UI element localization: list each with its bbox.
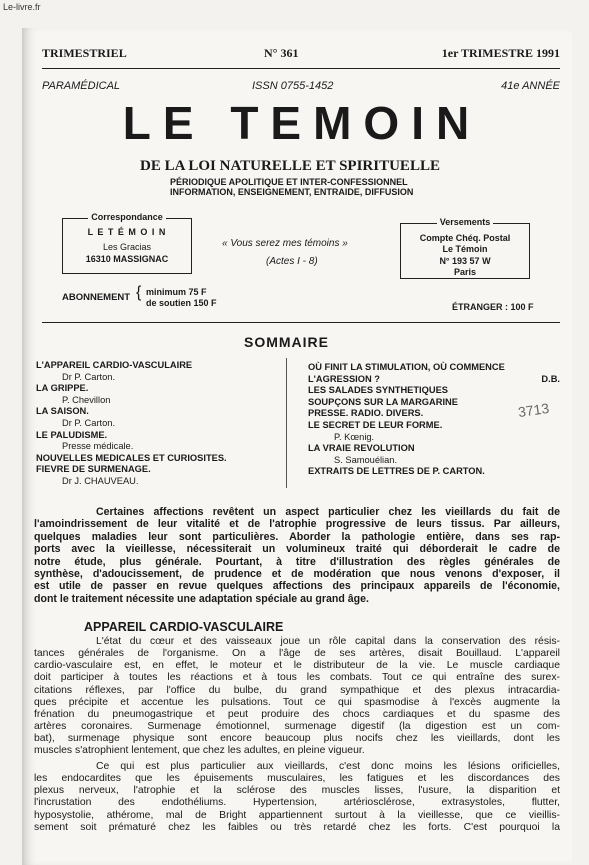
sommaire-entry xyxy=(308,420,560,432)
versements-line3: N° 193 57 W xyxy=(439,255,491,266)
quote-text: « Vous serez mes témoins » xyxy=(222,238,348,249)
entry-title: LE SECRET DE LEUR FORME. xyxy=(308,419,443,430)
correspondance-label: Correspondance xyxy=(88,212,166,222)
year: 41e ANNÉE xyxy=(501,80,560,92)
introduction-paragraph xyxy=(34,506,560,605)
sommaire-entry xyxy=(308,443,560,455)
masthead-subtitle-2: INFORMATION, ENSEIGNEMENT, ENTRAIDE, DIFFUSION xyxy=(170,187,414,197)
entry-title: LA SAISON. xyxy=(36,406,89,417)
sommaire-divider xyxy=(286,358,287,488)
entry-title: L'APPAREIL CARDIO-VASCULAIRE xyxy=(36,360,193,370)
entry-author: P. Chevillon xyxy=(62,394,111,405)
correspondance-line1: Les Gracias xyxy=(102,242,152,253)
text-line: tances générales de l'organisme. On a l'âge de ses artères, disait Bouillaud. L'appareil xyxy=(34,648,560,660)
text-line: l'amoindrissement de leur vitalité et de l'atrophie progressive de leurs tissus. Par ailleurs, xyxy=(34,518,560,531)
entry-author: Dr J. CHAUVEAU. xyxy=(62,475,139,486)
abonnement-brace: { xyxy=(136,284,142,301)
text-line: est utile de passer en revue quelques affections des principaux appareils de l'économie, xyxy=(34,580,560,593)
sommaire-left-column xyxy=(36,360,227,488)
text-line: frénation du pneumogastrique et peut produire des chocs cardiaques et du spasme des xyxy=(34,708,560,720)
text-line: ports avec la vieillesse, nécessiterait un volumineux traité qui déborderait le cadre de xyxy=(34,543,560,556)
correspondance-name: L E T É M O I N xyxy=(87,227,167,237)
text-line: notre étude, plus générale. Pourtant, à titre d'illustration des règles générales de xyxy=(34,555,560,568)
text-line: synthèse, d'adoucissement, de prudence et de modération que nous venons d'exposer, il xyxy=(34,568,560,581)
text-line: dont le traitement nécessite une adaptation spéciale au grand âge. xyxy=(34,592,369,605)
sommaire-entry xyxy=(308,385,560,397)
sommaire-rule xyxy=(42,322,560,323)
sommaire-entry xyxy=(36,372,227,384)
text-line: l'incrustation des endothéliums. Hypertension, artériosclérose, extrasystoles, flutter, xyxy=(34,797,560,809)
text-line: cardio-vasculaire est, en effet, le moteur et le distributeur de la vie. Le muscle cardiaque xyxy=(34,660,560,672)
masthead-title: LE TEMOIN xyxy=(122,97,482,149)
versements-line2: Le Témoin xyxy=(442,244,488,255)
entry-title: PRESSE. RADIO. DIVERS. xyxy=(308,408,424,419)
text-line: hyposystolie, athérome, mal de Bright appartiennent surtout à la vieillesse, que ce vieillis- xyxy=(34,809,560,821)
entry-author: S. Samouélian. xyxy=(334,454,398,465)
versements-line4: Paris xyxy=(453,266,477,277)
text-line: doit participer à toutes les réactions et à tous les combats. Tout ce qui entraîne des surex- xyxy=(34,672,560,684)
entry-title: LES SALADES SYNTHETIQUES xyxy=(308,385,448,396)
entry-title: EXTRAITS DE LETTRES DE P. CARTON. xyxy=(308,466,485,477)
text-line: Ce qui est plus particulier aux vieillards, c'est donc moins les lésions orificielles, xyxy=(96,761,560,772)
text-line: sement soit prématuré chez les faibles ou très retardé chez les forts. C'est pourquoi la xyxy=(34,821,560,833)
entry-title: OÙ FINIT LA STIMULATION, OÙ COMMENCE xyxy=(308,362,505,372)
sommaire-entry xyxy=(308,466,560,478)
category: PARAMÉDICAL xyxy=(42,80,121,92)
top-rule xyxy=(42,68,560,69)
frequency: TRIMESTRIEL xyxy=(42,46,127,60)
abonnement-soutien: de soutien 150 F xyxy=(146,298,217,308)
paragraph-1 xyxy=(34,636,560,758)
text-line: Certaines affections revêtent un aspect particulier chez les vieillards du fait de xyxy=(96,506,560,518)
correspondance-box xyxy=(62,212,192,274)
text-line: plexus nerveux, l'atrophie et la sclérose des muscles lisses, l'usure, la disparition et xyxy=(34,785,560,797)
entry-author: Dr P. Carton. xyxy=(62,371,116,382)
issue-number: N° 361 xyxy=(264,46,299,60)
watermark-label: Le-livre.fr xyxy=(3,2,41,12)
entry-title: L'AGRESSION ? xyxy=(308,373,380,384)
abonnement-minimum: minimum 75 F xyxy=(146,287,207,297)
entry-author: D.B. xyxy=(541,373,560,384)
sommaire-entry xyxy=(36,441,227,453)
issn: ISSN 0755-1452 xyxy=(252,80,334,92)
masthead-subtitle-1: PÉRIODIQUE APOLITIQUE ET INTER-CONFESSIONNEL xyxy=(170,177,408,187)
text-line: quelques maladies leur sont particulières. Aborder la pathologie entière, dans ses rap- xyxy=(34,530,560,543)
sommaire-entry xyxy=(308,374,560,386)
versements-line1: Compte Chéq. Postal xyxy=(419,233,511,243)
sommaire-entry xyxy=(36,464,227,476)
sommaire-entry xyxy=(36,476,227,488)
sommaire-entry xyxy=(36,383,227,395)
text-line: muscles s'atrophient lentement, que chez les adultes, en pleine vigueur. xyxy=(34,745,365,757)
sommaire-entry xyxy=(308,455,560,467)
entry-author: Dr P. Carton. xyxy=(62,417,116,428)
sommaire-entry xyxy=(36,418,227,430)
sommaire-right-column xyxy=(308,362,560,478)
abonnement-label: ABONNEMENT xyxy=(62,292,131,303)
sommaire-entry xyxy=(36,395,227,407)
sommaire-title: SOMMAIRE xyxy=(244,334,329,350)
journal-page xyxy=(22,28,572,865)
entry-author: P. Kœnig. xyxy=(334,431,375,442)
entry-author: Presse médicale. xyxy=(62,441,134,452)
abonnement-etranger: ÉTRANGER : 100 F xyxy=(452,302,534,312)
text-line: citations réflexes, par l'office du bulbe, du grand sympathique et des plexus intracardia- xyxy=(34,684,560,696)
section-title: APPAREIL CARDIO-VASCULAIRE xyxy=(84,620,284,634)
paragraph-2 xyxy=(34,761,560,834)
entry-title: FIEVRE DE SURMENAGE. xyxy=(36,464,151,475)
masthead-tagline: DE LA LOI NATURELLE ET SPIRITUELLE xyxy=(140,158,440,174)
text-line: artères coronaires. Surmenage émotionnel, surmenage digestif (la digestion est un com- xyxy=(34,721,560,733)
text-line: ques précipite et accentue les pulsations. Tout ce qui spasmodise à l'excès augmente la xyxy=(34,696,560,708)
correspondance-line2: 16310 MASSIGNAC xyxy=(85,253,169,264)
versements-box xyxy=(400,217,530,279)
sommaire-entry xyxy=(36,360,227,372)
entry-title: NOUVELLES MEDICALES ET CURIOSITES. xyxy=(36,452,227,463)
sommaire-entry xyxy=(36,406,227,418)
text-line: les endocardites que les épuisements musculaires, les fatigues et les discordances des xyxy=(34,773,560,785)
quote-reference: (Actes I - 8) xyxy=(266,256,318,267)
sommaire-entry xyxy=(36,430,227,442)
sommaire-entry xyxy=(308,362,560,374)
entry-title: SOUPÇONS SUR LA MARGARINE xyxy=(308,396,458,407)
entry-title: LA VRAIE REVOLUTION xyxy=(308,443,415,454)
entry-title: LE PALUDISME. xyxy=(36,429,108,440)
handwritten-note: 3713 xyxy=(517,399,551,421)
period: 1er TRIMESTRE 1991 xyxy=(441,46,560,60)
sommaire-entry xyxy=(308,432,560,444)
sommaire-entry xyxy=(36,453,227,465)
text-line: bat), surmenage physique sont encore beaucoup plus nocifs chez les vieillards, dont les xyxy=(34,733,560,745)
versements-label: Versements xyxy=(437,217,494,227)
entry-title: LA GRIPPE. xyxy=(36,383,89,394)
text-line: L'état du cœur et des vaisseaux joue un rôle capital dans la conservation des résis- xyxy=(96,636,560,647)
